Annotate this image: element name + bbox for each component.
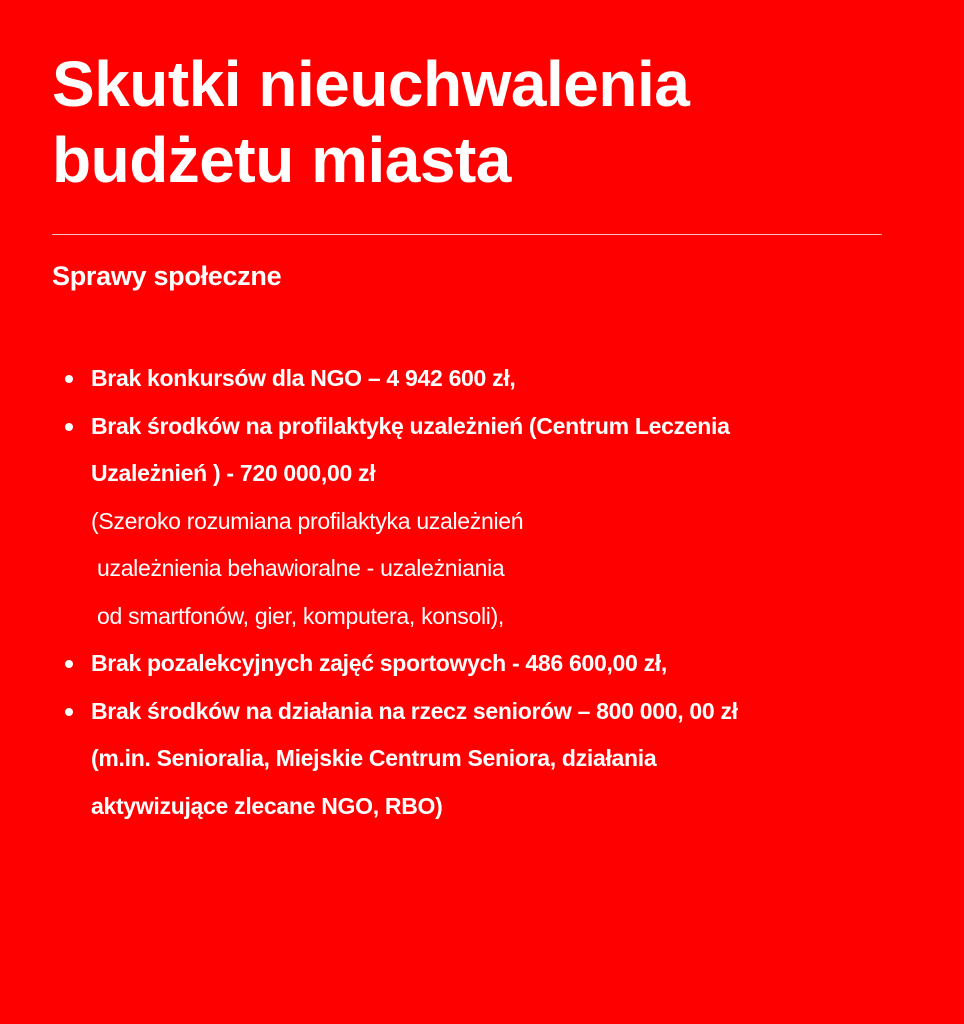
item-text: aktywizujące zlecane NGO, RBO)	[91, 792, 443, 819]
title-line-1: Skutki nieuchwalenia	[52, 48, 690, 120]
section-subtitle: Sprawy społeczne	[52, 261, 282, 291]
item-text: Brak konkursów dla NGO – 4 942 600 zł,	[91, 365, 516, 391]
list-item-ngo	[62, 355, 922, 403]
bullet-list	[62, 355, 922, 830]
list-item-seniors	[62, 688, 922, 831]
item-note: uzależnienia behawioralne - uzależniania	[97, 555, 505, 581]
item-text: (m.in. Senioralia, Miejskie Centrum Seniora, działania	[91, 745, 657, 771]
title-line-2: budżetu miasta	[52, 124, 511, 196]
bullet-icon	[65, 375, 73, 383]
item-text: Uzależnień ) - 720 000,00 zł	[91, 460, 376, 486]
bullet-icon	[65, 660, 73, 668]
item-text: Brak pozalekcyjnych zajęć sportowych - 486 600,00 zł,	[91, 650, 667, 676]
page-title	[52, 46, 912, 198]
list-item-addiction-prevention	[62, 403, 922, 641]
bullet-icon	[65, 423, 73, 431]
item-text: Brak środków na profilaktykę uzależnień (Centrum Leczenia	[91, 412, 730, 439]
divider	[52, 234, 882, 235]
item-text: Brak środków na działania na rzecz seniorów – 800 000, 00 zł	[91, 697, 738, 724]
item-note: (Szeroko rozumiana profilaktyka uzależnień	[91, 507, 524, 534]
bullet-icon	[65, 708, 73, 716]
list-item-sports	[62, 640, 922, 688]
item-note: od smartfonów, gier, komputera, konsoli),	[97, 602, 505, 629]
